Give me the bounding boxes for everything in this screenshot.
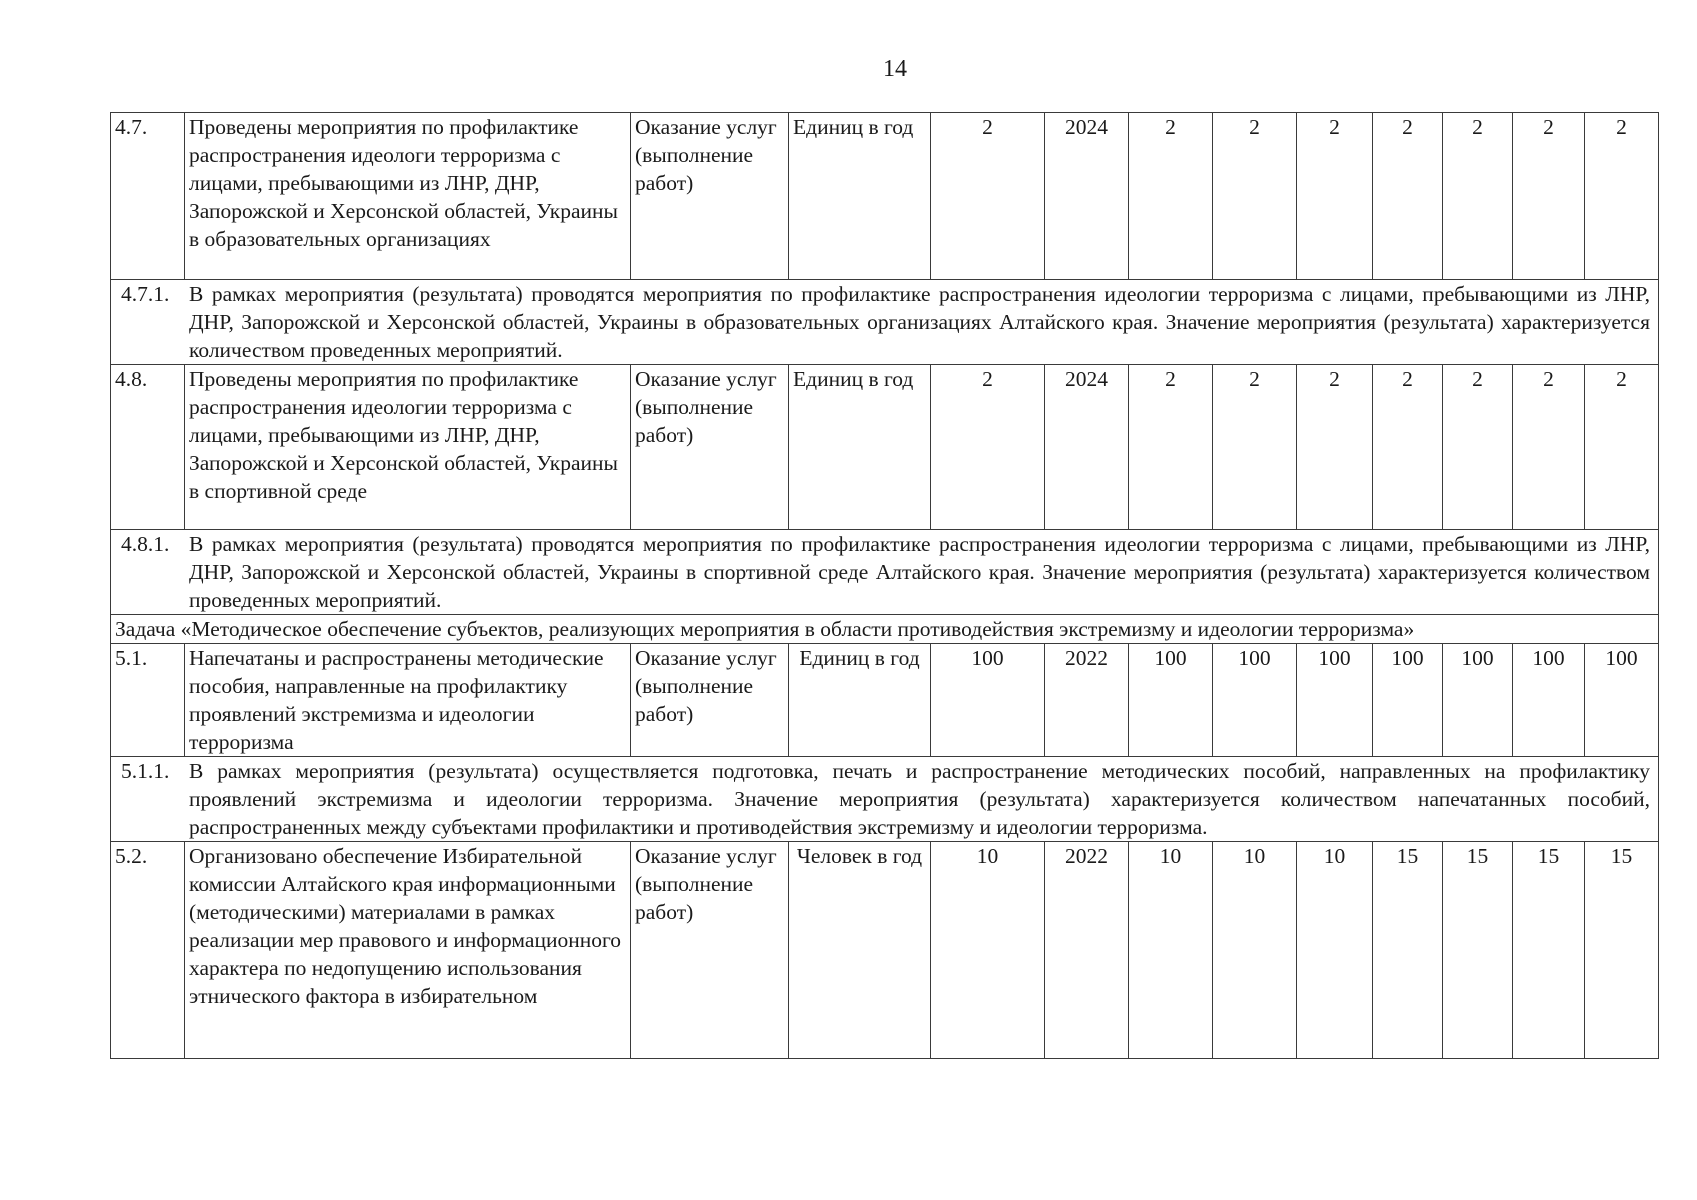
result-type: Оказание услуг (выполнение работ) (631, 644, 789, 757)
base-value: 10 (931, 842, 1045, 1059)
year-value: 2 (1129, 113, 1213, 280)
year-value: 2 (1443, 113, 1513, 280)
year-value: 10 (1129, 842, 1213, 1059)
row-number: 4.8.1. (121, 532, 170, 556)
year-value: 15 (1585, 842, 1659, 1059)
table-row (111, 842, 1659, 1059)
indicators-table (110, 112, 1659, 1059)
year-value: 100 (1513, 644, 1585, 757)
table-row (111, 530, 1659, 615)
year-value: 2 (1297, 113, 1373, 280)
task-heading: Задача «Методическое обеспечение субъектов, реализующих мероприятия в области противодействия экстремизму и идеологии терроризма» (111, 615, 1659, 644)
result-description: В рамках мероприятия (результата) проводятся мероприятия по профилактике распространения идеологии терроризма с лицами, пребывающими из ЛНР, ДНР, Запорожской и Херсонской областей, Украины в образовательных организациях Алтайского края. Значение мероприятия (результата) характеризуется количеством проведенных мероприятий. (189, 282, 1650, 362)
result-description-cell (111, 280, 1659, 365)
year-value: 15 (1443, 842, 1513, 1059)
base-value: 100 (931, 644, 1045, 757)
base-value: 2 (931, 113, 1045, 280)
table-row (111, 280, 1659, 365)
base-year: 2022 (1045, 842, 1129, 1059)
unit-of-measure: Единиц в год (789, 644, 931, 757)
year-value: 2 (1585, 365, 1659, 530)
year-value: 100 (1297, 644, 1373, 757)
table-row (111, 644, 1659, 757)
page-number: 14 (883, 56, 907, 82)
year-value: 2 (1513, 365, 1585, 530)
table-row (111, 615, 1659, 644)
year-value: 10 (1297, 842, 1373, 1059)
year-value: 100 (1585, 644, 1659, 757)
year-value: 15 (1513, 842, 1585, 1059)
year-value: 2 (1585, 113, 1659, 280)
base-year: 2022 (1045, 644, 1129, 757)
result-description: В рамках мероприятия (результата) осуществляется подготовка, печать и распространение методических пособий, направленных на профилактику проявлений экстремизма и идеологии терроризма. Значение мероприятия (результата) характеризуется количеством напечатанных пособий, распространенных между субъектами профилактики и противодействия экстремизму и идеологии терроризма. (189, 759, 1650, 839)
row-number: 4.7.1. (121, 282, 170, 306)
row-number: 4.7. (111, 113, 185, 280)
table-row (111, 757, 1659, 842)
unit-of-measure: Единиц в год (789, 365, 931, 530)
year-value: 100 (1129, 644, 1213, 757)
year-value: 2 (1443, 365, 1513, 530)
base-year: 2024 (1045, 365, 1129, 530)
row-number: 5.1.1. (121, 759, 170, 783)
table-row (111, 365, 1659, 530)
unit-of-measure: Единиц в год (789, 113, 931, 280)
row-number: 5.2. (111, 842, 185, 1059)
year-value: 10 (1213, 842, 1297, 1059)
year-value: 2 (1513, 113, 1585, 280)
year-value: 2 (1129, 365, 1213, 530)
result-description-cell (111, 757, 1659, 842)
year-value: 2 (1297, 365, 1373, 530)
year-value: 100 (1213, 644, 1297, 757)
row-number: 4.8. (111, 365, 185, 530)
result-description: В рамках мероприятия (результата) проводятся мероприятия по профилактике распространения идеологии терроризма с лицами, пребывающими из ЛНР, ДНР, Запорожской и Херсонской областей, Украины в спортивной среде Алтайского края. Значение мероприятия (результата) характеризуется количеством проведенных мероприятий. (189, 532, 1650, 612)
unit-of-measure: Человек в год (789, 842, 931, 1059)
year-value: 2 (1373, 365, 1443, 530)
result-name: Организовано обеспечение Избирательной комиссии Алтайского края информационными (методическими) материалами в рамках реализации мер правового и информационного характера по недопущению использования этнического фактора в избирательном (185, 842, 631, 1059)
base-year: 2024 (1045, 113, 1129, 280)
year-value: 15 (1373, 842, 1443, 1059)
result-name: Напечатаны и распространены методические пособия, направленные на профилактику проявлений экстремизма и идеологии терроризма (185, 644, 631, 757)
year-value: 100 (1443, 644, 1513, 757)
result-name: Проведены мероприятия по профилактике распространения идеологии терроризма с лицами, пребывающими из ЛНР, ДНР, Запорожской и Херсонской областей, Украины в спортивной среде (185, 365, 631, 530)
result-type: Оказание услуг (выполнение работ) (631, 113, 789, 280)
row-number: 5.1. (111, 644, 185, 757)
result-name: Проведены мероприятия по профилактике распространения идеологи терроризма с лицами, пребывающими из ЛНР, ДНР, Запорожской и Херсонской областей, Украины в образовательных организациях (185, 113, 631, 280)
year-value: 100 (1373, 644, 1443, 757)
year-value: 2 (1213, 365, 1297, 530)
result-type: Оказание услуг (выполнение работ) (631, 365, 789, 530)
result-type: Оказание услуг (выполнение работ) (631, 842, 789, 1059)
year-value: 2 (1373, 113, 1443, 280)
result-description-cell (111, 530, 1659, 615)
table-row (111, 113, 1659, 280)
base-value: 2 (931, 365, 1045, 530)
year-value: 2 (1213, 113, 1297, 280)
